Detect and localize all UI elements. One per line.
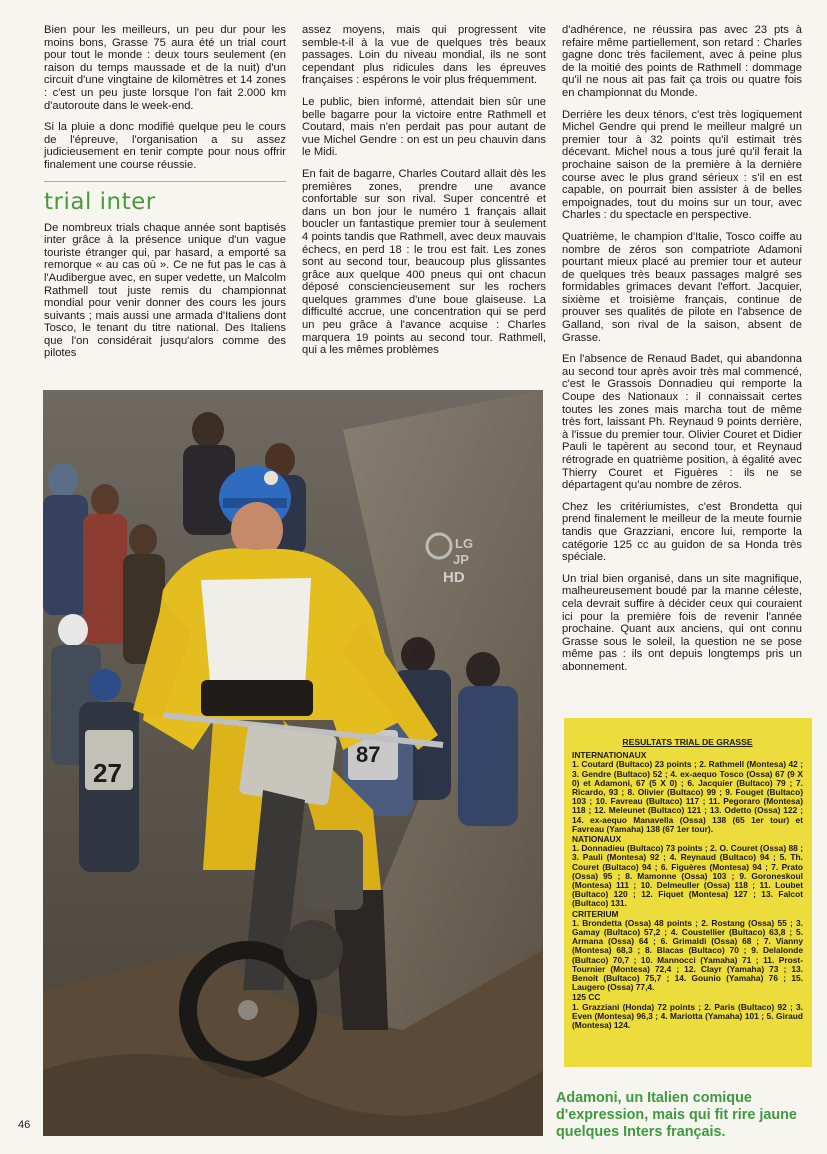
paragraph: En fait de bagarre, Charles Coutard allait dès les premières zones, prendre une avance confortable sur son rival. Super concentré et dans un bon jour le numéro 1 français allait boucler un fantastique premier tour à seulement 4 points tandis que Rathmell, avec deux mauvais échecs, en perd 18 : le trou est fait. Les zones sont au second tour, beaucoup plus glissantes grâce aux quelque 400 pneus qui ont chacun déposé consciencieusement sur les rochers quelques grammes d'une boue glaiseuse. La difficulté accrue, une concentration qui se perd un peu grâce à l'avance acquise : Charles marquera 19 points au second tour. Rathmell, qui a les mêmes problèmes [302,167,546,357]
photo-caption: Adamoni, un Italien comique d'expression, mais qui fit rire jaune quelques Inters français. [556,1090,797,1140]
paragraph: Le public, bien informé, attendait bien sûr une belle bagarre pour la victoire entre Rathmell et Coutard, mais n'en perdait pas pour autant de vue Michel Gendre : on est un peu chauvin dans le Midi. [302,95,546,159]
results-nationaux: 1. Donnadieu (Bultaco) 73 points ; 2. O. Couret (Ossa) 88 ; 3. Pauli (Montesa) 92 ; 4. Reynaud (Bultaco) 94 ; 5. Th. Couret (Bultaco) 94 ; 6. Figuères (Montesa) 94 ; 7. Prato (Ossa) 95 ; 8. Mamonne (Ossa) 103 ; 9. Goroneskoul (Montesa) 111 ; 10. Delmeuller (Ossa) 118 ; 11. Loubet (Bultaco) 120 ; 12. Fiquet (Montesa) 127 ; 13. Falcot (Bultaco) 131. [572,843,803,909]
spectator-bib-87: 87 [356,742,381,767]
paragraph: Un trial bien organisé, dans un site magnifique, malheureusement boudé par la manne céleste, cela devrait suffire à décider ceux qui couraient ici pour la première fois de revenir l'année prochaine. Quant aux anciens, qui ont connu Grasse sous le soleil, la question ne se pose même pas : ils ont depuis longtemps pris un abonnement. [562,572,802,673]
section-title: trial inter [44,188,156,215]
paragraph: Bien pour les meilleurs, un peu dur pour les moins bons, Grasse 75 aura été un trial court pour tout le monde : deux tours seulement (en raison du temps maussade et de la nuit) d'un circuit d'une vingtaine de kilomètres et 14 zones : c'est un peu juste lorsque l'on fait 2.000 km d'autoroute dans le week-end. [44,24,286,112]
results-box [564,718,812,1067]
results-heading-nationaux: NATIONAUX [572,834,622,845]
svg-text:LG: LG [455,536,474,551]
article-column-1 [44,24,286,369]
paragraph: Si la pluie a donc modifié quelque peu le cours de l'épreuve, l'organisation a su assez judicieusement en tenir compte pour nous offrir finalement une course réussie. [44,121,286,171]
page-number: 46 [18,1119,31,1131]
results-125cc: 1. Grazziani (Honda) 72 points ; 2. Paris (Bultaco) 92 ; 3. Even (Montesa) 96,3 ; 4. Mariotta (Yamaha) 101 ; 5. Giraud (Montesa) 124. [572,1001,803,1031]
results-heading-internationaux: INTERNATIONAUX [572,750,647,761]
svg-text:HD: HD [443,569,465,586]
results-title: RESULTATS TRIAL DE GRASSE [622,737,753,747]
paragraph: Derrière les deux ténors, c'est très logiquement Michel Gendre qui prend le meilleur malgré un premier tour à 32 points qu'il estimait très décevant. Michel nous a tous juré qu'il ferait la prochaine saison de la première à la dernière course avec le plus grand sérieux : s'il en est capable, on pourrait bien assister à de belles empoignades, tout du moins sur un tour, avec Charles : du spectacle en perspective. [562,108,802,222]
paragraph: Chez les critériumistes, c'est Brondetta qui prend finalement le meilleur de la meute fournie tandis que Grazziani, encore lui, remporte la catégorie 125 cc au guidon de sa Honda très spéciale. [562,500,802,564]
svg-text:JP: JP [453,552,469,567]
paragraph: En l'absence de Renaud Badet, qui abandonna au second tour après avoir très mal commencé, c'est le Grassois Donnadieu qui remporte la Coupe des Nationaux : il connaissait certes toutes les zones mais marcha tout de même très fort, laissant Ph. Reynaud 9 points derrière, à l'issue du premier tour. Olivier Couret et Didier Pauli le tapèrent au second tour, et Reynaud rétrograde en quatrième position, à égalité avec Thierry Couret et Figuères : ils ne se départagent qu'au nombre de zéros. [562,353,802,492]
section-divider [44,181,286,182]
article-column-3 [562,24,802,683]
results-internationaux: 1. Coutard (Bultaco) 23 points ; 2. Rathmell (Montesa) 42 ; 3. Gendre (Bultaco) 52 ; 4. ex-aequo Tosco (Ossa) 67 (9 X 0) et Adamoni, 67 (5 X 0) ; 6. Jacquier (Bultaco) 79 ; 7. Ricardo, 93 ; 8. Olivier (Bultaco) 99 ; 9. Fouget (Bultaco) 103 ; 10. Favreau (Bultaco) 117 ; 11. Pegoraro (Montesa) 118 ; 12. Meleunet (Bultaco) 121 ; 13. Odetto (Ossa) 122 ; 14. ex-aequo Manavella (Ossa) 138 (65 1er tour) et Favreau (Yamaha) 138 (67 1er tour). [572,759,803,834]
results-criterium: 1. Brondetta (Ossa) 48 points ; 2. Rostang (Ossa) 55 ; 3. Gamay (Bultaco) 57,2 ; 4. Coustellier (Bultaco) 63,8 ; 5. Armana (Ossa) 64 ; 6. Grimaldi (Ossa) 68 ; 7. Vianny (Montesa) 68,3 ; 8. Blacas (Bultaco) 70 ; 9. Delalonde (Bultaco) 70,7 ; 10. Mannocci (Yamaha) 71 ; 11. Prost-Tournier (Montesa) 72,4 ; 12. Clayr (Yamaha) 73 ; 13. Benoit (Bultaco) 75,7 ; 14. Gounio (Yamaha) 76 ; 15. Laugero (Ossa) 77,4. [572,917,803,993]
watermark-logo [425,530,477,588]
article-column-2 [302,24,546,366]
trial-rider-photo [43,390,543,1136]
paragraph: De nombreux trials chaque année sont baptisés inter grâce à la présence unique d'un vague touriste étranger qui, par hasard, a emporté sa remorque « au cas où ». Ce ne fut pas le cas à l'Audibergue avec, en super vedette, un Malcolm Rathmell tout juste remis du championnat mondial pour venir donner des cours les jours suivants ; mais aussi une armada d'Italiens dont Tosco, le tenant du titre national. Des Italiens que l'on considérait jusqu'alors comme des pilotes [44,221,286,360]
paragraph: assez moyens, mais qui progressent vite semble-t-il à la vue de quelques très beaux passages. Loin du niveau mondial, ils ne sont cependant plus ridicules dans les épreuves françaises : espérons le voir plus fréquemment. [302,24,546,87]
spectator-bib-27: 27 [93,758,122,788]
results-heading-125cc: 125 CC [572,992,601,1003]
paragraph: d'adhérence, ne réussira pas avec 23 pts à refaire même partiellement, son retard : Charles gagne donc très facilement, avec à peine plus de la moitié des points de Rathmell : dommage qu'il ne nous ait pas fait ça trois ou quatre fois en championnat du Monde. [562,24,802,99]
paragraph: Quatrième, le champion d'Italie, Tosco coiffe au nombre de zéros son compatriote Adamoni pourtant mieux placé au premier tour et auteur de quelques très beaux passages malgré ses formidables grimaces devant l'effort. Jacquier, sixième et troisième français, continue de prouver ses qualités de pilote en l'absence de Galland, son rival de la saison, absent de Grasse. [562,230,802,344]
results-heading-criterium: CRITERIUM [572,908,619,919]
